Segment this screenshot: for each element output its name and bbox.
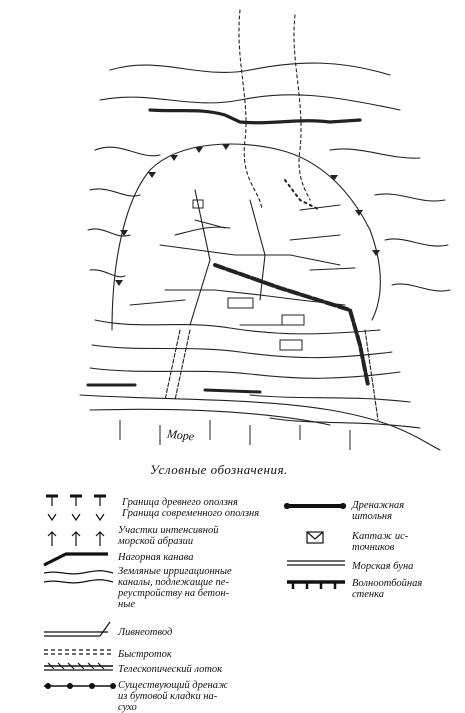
contour-line — [90, 189, 140, 196]
stream-dashed — [294, 15, 310, 200]
legend-item-upland-ditch: Нагорная канава — [118, 552, 194, 563]
stream-dashed — [239, 10, 262, 210]
legend-item-rubble-drain: Существующий дренаж из бутовой кладки на- сухо — [118, 680, 228, 713]
ancient-landslide-boundary-icon — [46, 496, 106, 506]
legend-item-ancient-landslide: Граница древнего оползня — [122, 497, 238, 508]
storm-drain-icon — [44, 622, 110, 636]
irrigation-canal — [195, 220, 225, 228]
irrigation-canal — [290, 235, 340, 240]
legend-item-irrigation-canals: Земляные ирригационные каналы, подлежащие пе- реустройству на бетон- ные — [118, 566, 232, 610]
legend-item-telescopic-flume: Телескопический лоток — [118, 664, 223, 675]
legend-symbols-left — [38, 490, 123, 710]
drainage-adit-icon — [285, 504, 346, 509]
legend-item-sea-abrasion: Участки интенсивной морской абразии — [118, 525, 219, 547]
irrigation-canal — [130, 300, 185, 305]
contour-line — [100, 95, 400, 110]
wave-wall — [205, 390, 260, 392]
legend-title: Условные обозначения. — [150, 462, 288, 477]
shoreline — [80, 395, 440, 450]
irrigation-canal — [160, 245, 340, 265]
ancient-landslide-boundary — [112, 144, 380, 330]
sea-groyne-icon — [287, 561, 345, 565]
irrigation-canal — [250, 200, 265, 300]
irrigation-canal — [310, 268, 355, 270]
contour-line — [375, 194, 445, 201]
legend-item-sea-groyne: Морская буна — [352, 561, 414, 572]
building-block — [280, 340, 302, 350]
irrigation-canal — [165, 290, 345, 305]
sea-abrasion-zone-icon — [48, 532, 104, 546]
contour-line — [270, 418, 420, 428]
contour-line — [90, 368, 400, 378]
contour-line — [95, 320, 380, 334]
spring-capture-icon — [307, 532, 323, 543]
chute — [175, 330, 190, 400]
contour-line — [392, 284, 450, 291]
irrigation-canal — [175, 227, 230, 235]
building-block — [228, 298, 253, 308]
contour-line — [330, 149, 420, 158]
contour-line — [385, 239, 448, 246]
modern-landslide-boundary-icon — [48, 514, 104, 520]
building-block — [282, 315, 304, 325]
legend-item-spring-capture: Каптаж ис- точников — [352, 531, 409, 553]
chute-icon — [44, 650, 113, 654]
contour-line — [110, 63, 390, 75]
legend-item-wave-wall: Волноотбойная стенка — [352, 578, 423, 600]
irrigation-canal — [300, 205, 340, 210]
legend-item-drainage-adit: Дренажная штольня — [352, 500, 405, 522]
irrigation-canal — [190, 190, 210, 325]
contour-line — [90, 270, 125, 277]
contour-line — [95, 147, 160, 156]
upland-ditch — [150, 110, 360, 123]
sea-label: Море — [166, 426, 195, 444]
telescopic-flume-icon — [44, 663, 113, 670]
legend-symbols-right — [283, 494, 353, 614]
irrigation-canal-icon — [44, 571, 113, 583]
wave-wall-icon — [287, 582, 345, 589]
legend-item-modern-landslide: Граница современного оползня — [122, 508, 260, 519]
legend-item-chute: Быстроток — [118, 649, 172, 660]
legend-item-storm-drain: Ливнеотвод — [118, 627, 173, 638]
upland-ditch-icon — [44, 554, 108, 565]
contour-line — [250, 395, 410, 402]
contour-line — [92, 345, 392, 358]
